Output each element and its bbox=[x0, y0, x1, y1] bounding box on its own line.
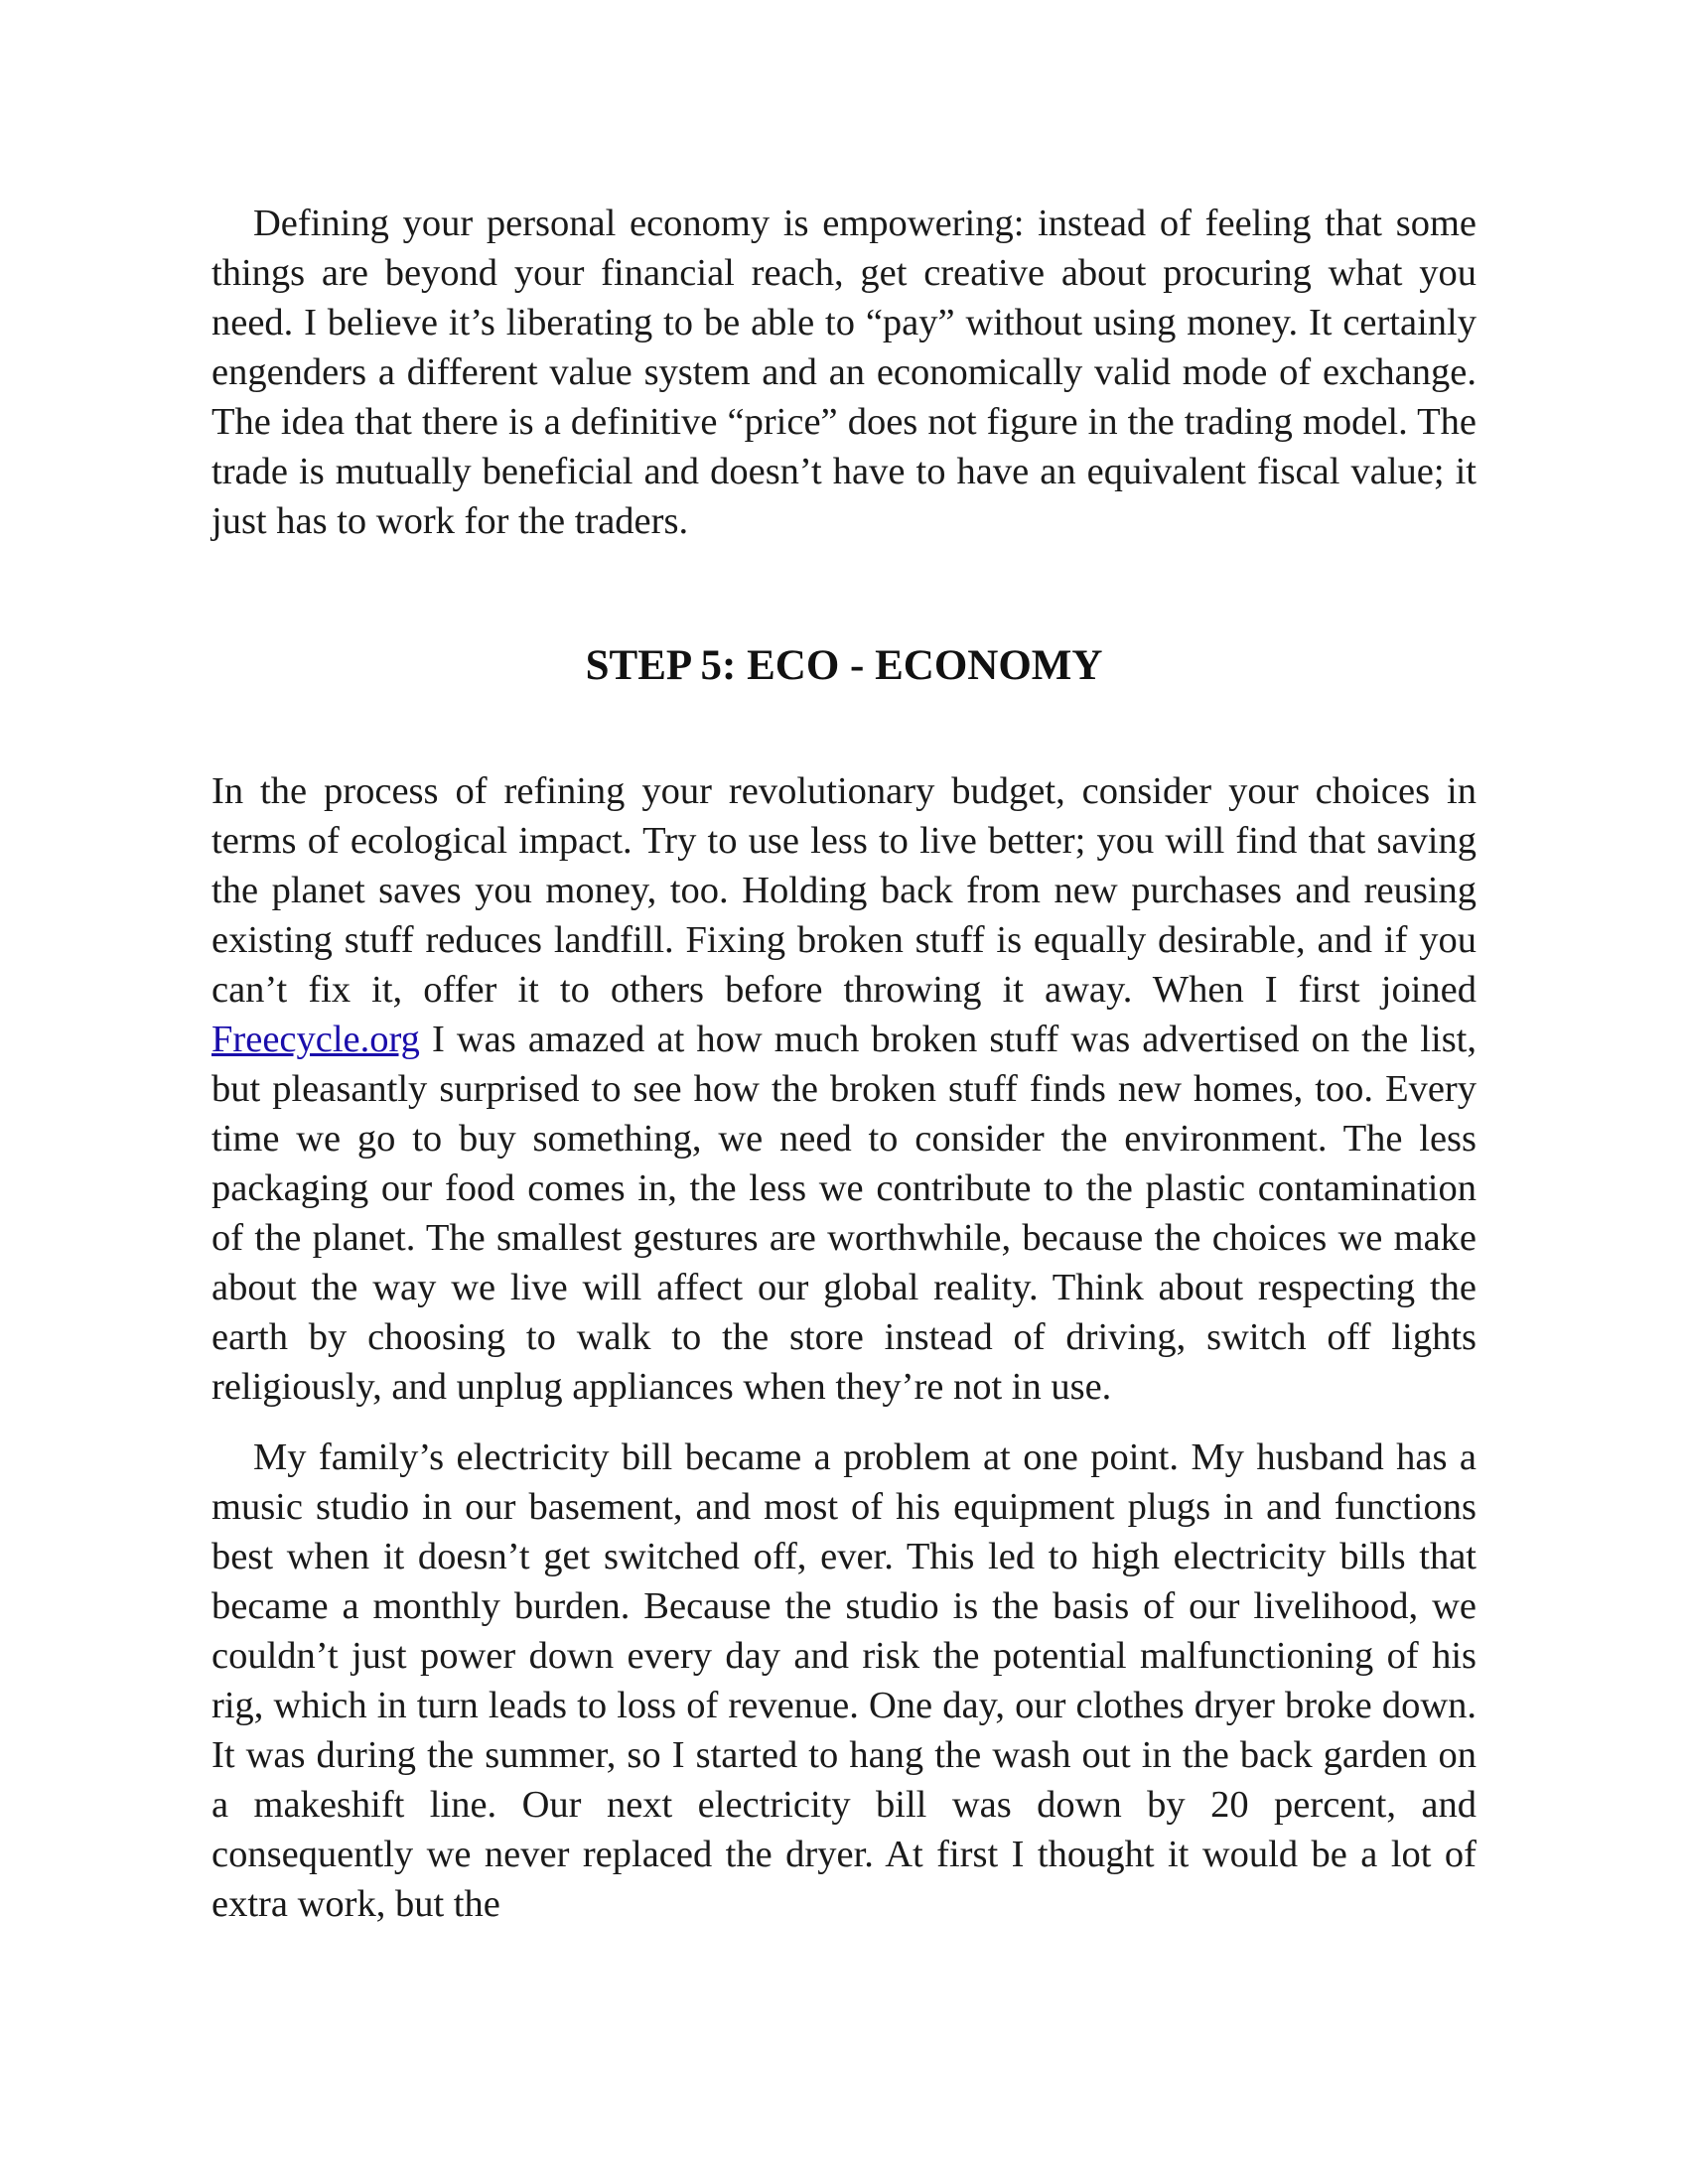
paragraph-personal-economy: Defining your personal economy is empowering: instead of feeling that some things are beyond your financial reach, get creative about procuring what you need. I believe it’s liberating to be able to “pay” without using money. It certainly engenders a different value system and an economically valid mode of exchange. The idea that there is a definitive “price” does not figure in the trading model. The trade is mutually beneficial and doesn’t have to have an equivalent fiscal value; it just has to work for the traders. bbox=[211, 203, 1477, 542]
freecycle-link[interactable]: Freecycle.org bbox=[211, 1019, 420, 1060]
paragraph-electricity-bill: My family’s electricity bill became a problem at one point. My husband has a music studio in our basement, and most of his equipment plugs in and functions best when it doesn’t get switched off, ever. This led to high electricity bills that became a monthly burden. Because the studio is the basis of our livelihood, we couldn’t just power down every day and risk the potential malfunctioning of his rig, which in turn leads to loss of revenue. One day, our clothes dryer broke down. It was during the summer, so I started to hang the wash out in the back garden on a makeshift line. Our next electricity bill was down by 20 percent, and consequently we never replaced the dryer. At first I thought it would be a lot of extra work, but the bbox=[211, 1436, 1477, 1925]
paragraph-eco-economy bbox=[211, 766, 1477, 1412]
page-content bbox=[211, 199, 1477, 1929]
section-heading: STEP 5: ECO - ECONOMY bbox=[585, 642, 1103, 689]
paragraph-eco-text-before-link: In the process of refining your revolutionary budget, consider your choices in terms of ecological impact. Try to use less to live better; you will find that saving the planet saves you money, too. Holding back from new purchases and reusing existing stuff reduces landfill. Fixing broken stuff is equally desirable, and if you can’t fix it, offer it to others before throwing it away. When I first joined bbox=[211, 770, 1477, 1011]
paragraph-eco-text-after-link: I was amazed at how much broken stuff was advertised on the list, but pleasantly surprised to see how the broken stuff finds new homes, too. Every time we go to buy something, we need to consider the environment. The less packaging our food comes in, the less we contribute to the plastic contamination of the planet. The smallest gestures are worthwhile, because the choices we make about the way we live will affect our global reality. Think about respecting the earth by choosing to walk to the store instead of driving, switch off lights religiously, and unplug appliances when they’re not in use. bbox=[211, 1019, 1477, 1408]
